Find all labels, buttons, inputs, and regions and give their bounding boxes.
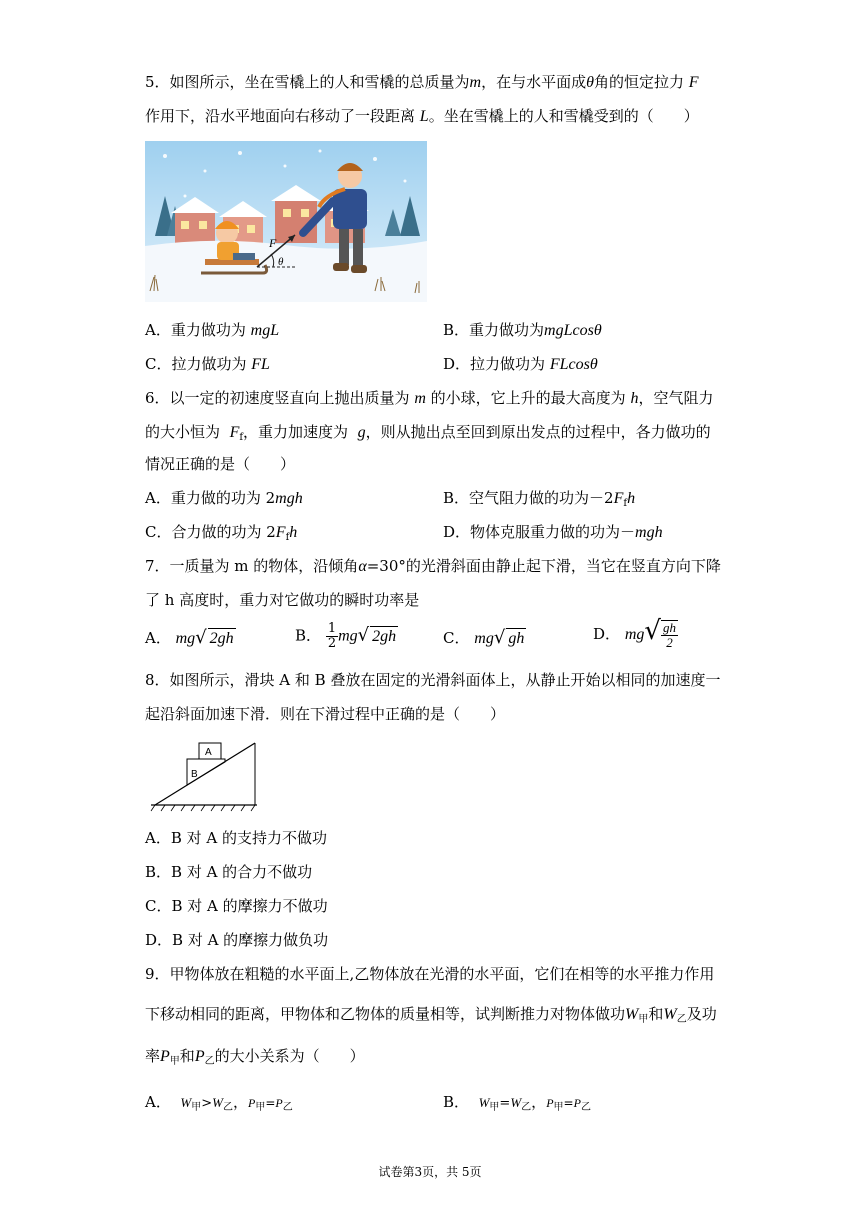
q7-option-b[interactable]: B． $\frac{1}{2}$ mg√ 2gh: [295, 621, 397, 651]
q9-stem-line1: 9．甲物体放在粗糙的水平面上,乙物体放在光滑的水平面，它们在相等的水平推力作用: [145, 965, 715, 983]
q5-stem-line2: 作用下，沿水平地面向右移动了一段距离 L。坐在雪橇上的人和雪橇受到的（ ）: [145, 107, 699, 125]
page-footer: 试卷第3页，共 5页: [378, 1165, 482, 1179]
q7-stem-line1: 7．一质量为 m 的物体，沿倾角α=30°的光滑斜面由静止起下滑，当它在竖直方向下降: [145, 557, 721, 575]
q6-option-a[interactable]: A．重力做的功为 2mgh: [145, 489, 303, 507]
q7-stem-line2: 了 h 高度时，重力对它做功的瞬时功率是: [145, 591, 420, 609]
q5-option-d[interactable]: D．拉力做功为 FLcosθ: [443, 355, 598, 373]
q8-option-d[interactable]: D．B 对 A 的摩擦力做负功: [145, 931, 329, 949]
q6-stem-line3: 情况正确的是（ ）: [145, 455, 296, 473]
q8-option-a[interactable]: A．B 对 A 的支持力不做功: [145, 829, 327, 847]
q8-stem-line2: 起沿斜面加速下滑．则在下滑过程中正确的是（ ）: [145, 705, 506, 723]
force-label: F: [269, 236, 277, 250]
q6-stem-line1: 6．以一定的初速度竖直向上抛出质量为 m 的小球，它上升的最大高度为 h，空气阻力: [145, 389, 714, 407]
sled-illustration: [145, 141, 427, 302]
q5-option-a[interactable]: A．重力做功为 mgL: [145, 321, 280, 339]
q9-option-a[interactable]: A． $W_甲>W_乙$，$P_甲=P_乙$: [145, 1093, 293, 1113]
block-a-label: A: [205, 747, 212, 758]
incline-diagram: [145, 737, 263, 813]
q8-option-c[interactable]: C．B 对 A 的摩擦力不做功: [145, 897, 328, 915]
q5-stem-line1: 5．如图所示，坐在雪橇上的人和雪橇的总质量为m，在与水平面成θ角的恒定拉力 F: [145, 73, 699, 91]
q7-option-d[interactable]: D． mg√ $\frac{gh}{2}$: [593, 616, 676, 650]
block-b-label: B: [191, 769, 198, 780]
q6-option-b[interactable]: B．空气阻力做的功为$-2F_fh$: [443, 489, 636, 509]
q8-stem-line1: 8．如图所示，滑块 A 和 B 叠放在固定的光滑斜面体上，从静止开始以相同的加速度一: [145, 671, 721, 689]
q9-stem-line3: 率$P_甲$和$P_乙$的大小关系为（ ）: [145, 1047, 365, 1067]
q7-b-fraction: $\frac{1}{2}$: [327, 621, 337, 651]
q6-stem-line2: 的大小恒为 $F_f$，重力加速度为 g，则从抛出点至回到原出发点的过程中，各力做功的: [145, 423, 711, 443]
angle-label: θ: [278, 256, 284, 268]
q8-option-b[interactable]: B．B 对 A 的合力不做功: [145, 863, 313, 881]
q7-option-a[interactable]: A． mg√ 2gh: [145, 627, 234, 648]
q7-option-c[interactable]: C． mg√ gh: [443, 627, 525, 648]
q9-option-b[interactable]: B． $W_甲=W_乙$，$P_甲=P_乙$: [443, 1093, 591, 1113]
q7-d-fraction: $\frac{gh}{2}$: [662, 620, 676, 650]
q5-option-b[interactable]: B．重力做功为mgLcosθ: [443, 321, 602, 339]
q6-option-d[interactable]: D．物体克服重力做的功为－mgh: [443, 523, 663, 541]
q5-option-c[interactable]: C．拉力做功为 FL: [145, 355, 270, 373]
q6-option-c[interactable]: C．合力做的功为 $2F_fh$: [145, 523, 298, 543]
q9-stem-line2: 下移动相同的距离，甲物体和乙物体的质量相等，试判断推力对物体做功$W_甲$和$W_乙$及功: [145, 1005, 717, 1025]
